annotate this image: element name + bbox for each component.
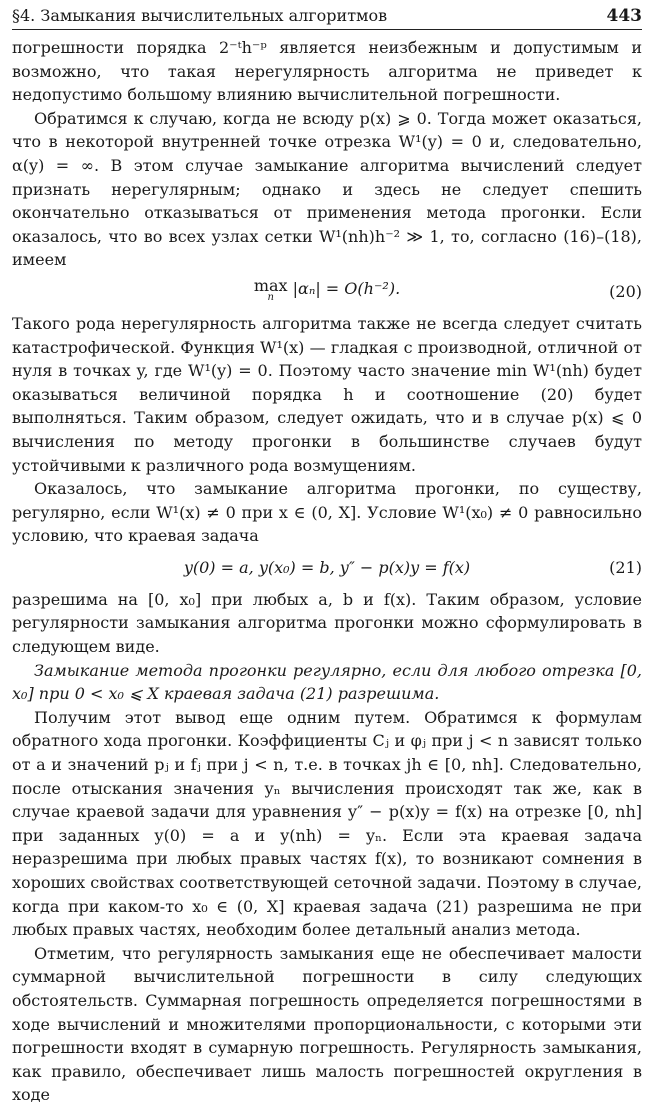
section-title: §4. Замыкания вычислительных алгоритмов bbox=[12, 6, 388, 25]
formula-21 bbox=[12, 548, 642, 588]
paragraph-3: Такого рода нерегулярность алгоритма также не всегда следует считать катастрофической. Функция W¹(x) — гладкая с производной, отличной от нуля в точках y, где W¹(y) = 0. Поэтому часто значение min W¹(nh) будет оказываться величиной порядка h и соотношение (20) будет выполняться. Таким образом, следует ожидать, что и в случае p(x) ⩽ 0 вычисления по методу прогонки в большинстве случаев будут устойчивыми к различного рода возмущениям. bbox=[12, 313, 643, 475]
formula-20-number: (20) bbox=[609, 282, 642, 302]
formula-21-number: (21) bbox=[609, 558, 642, 578]
formula-20-body: max n |αₙ| = O(h⁻²). bbox=[253, 276, 401, 304]
theorem-statement: Замыкание метода прогонки регулярно, если для любого отрезка [0, x₀] при 0 < x₀ ⩽ X краевая задача (21) разрешима. bbox=[12, 660, 642, 704]
max-subscript: n bbox=[267, 292, 274, 304]
paragraph-5: разрешима на [0, x₀] при любых a, b и f(x). Таким образом, условие регулярности замыкания алгоритма прогонки можно сформулировать в следующем виде. bbox=[12, 589, 642, 657]
max-operator: max n bbox=[253, 276, 288, 304]
page-number: 443 bbox=[606, 6, 642, 26]
paragraph-7: Отметим, что регулярность замыкания еще не обеспечивает малости суммарной вычислительной погрешности в силу следующих обстоятельств. Суммарная погрешность определяется погрешностями в ходе вычислений и множителями пропорциональности, с которыми эти погрешности входят в сумарную погрешность. Регулярность замыкания, как правило, обеспечивает лишь малость погрешностей округления в ходе bbox=[12, 943, 642, 1105]
formula-21-body: y(0) = a, y(x₀) = b, y″ − p(x)y = f(x) bbox=[183, 558, 471, 578]
formula-20 bbox=[12, 272, 642, 312]
paragraph-1: погрешности порядка 2⁻ᵗh⁻ᵖ является неизбежным и допустимым и возможно, что такая нерегулярность алгоритма не приведет к недопустимо большому влиянию вычислительной погрешности. bbox=[12, 38, 642, 105]
paragraph-2: Обратимся к случаю, когда не всюду p(x) ⩾ 0. Тогда может оказаться, что в некоторой внутренней точке отрезка W¹(y) = 0 и, следовательно, α(y) = ∞. В этом случае замыкание алгоритма вычислений следует признать нерегулярным; однако и здесь не следует спешить окончательно отказываться от применения метода прогонки. Если оказалось, что во всех узлах сетки W¹(nh)h⁻² ≫ 1, то, согласно (16)–(18), имеем bbox=[12, 108, 642, 270]
paragraph-4: Оказалось, что замыкание алгоритма прогонки, по существу, регулярно, если W¹(x) ≠ 0 при x ∈ (0, X]. Условие W¹(x₀) ≠ 0 равносильно условию, что краевая задача bbox=[12, 479, 642, 546]
page-header bbox=[12, 6, 642, 30]
paragraph-6: Получим этот вывод еще одним путем. Обратимся к формулам обратного хода прогонки. Коэффициенты Cⱼ и φⱼ при j < n зависят только от a и значений pⱼ и fⱼ при j < n, т.е. в точках jh ∈ [0, nh]. Следовательно, после отыскания значения yₙ вычисления происходят так же, как в случае краевой задачи для уравнения y″ − p(x)y = f(x) на отрезке [0, nh] при заданных y(0) = a и y(nh) = yₙ. Если эта краевая задача неразрешима при любых правых частях f(x), то возникают сомнения в хороших свойствах соответствующей сеточной задачи. Поэтому в случае, когда при каком-то x₀ ∈ (0, X] краевая задача (21) разрешима не при любых правых частях, необходим более детальный анализ метода. bbox=[12, 707, 642, 940]
